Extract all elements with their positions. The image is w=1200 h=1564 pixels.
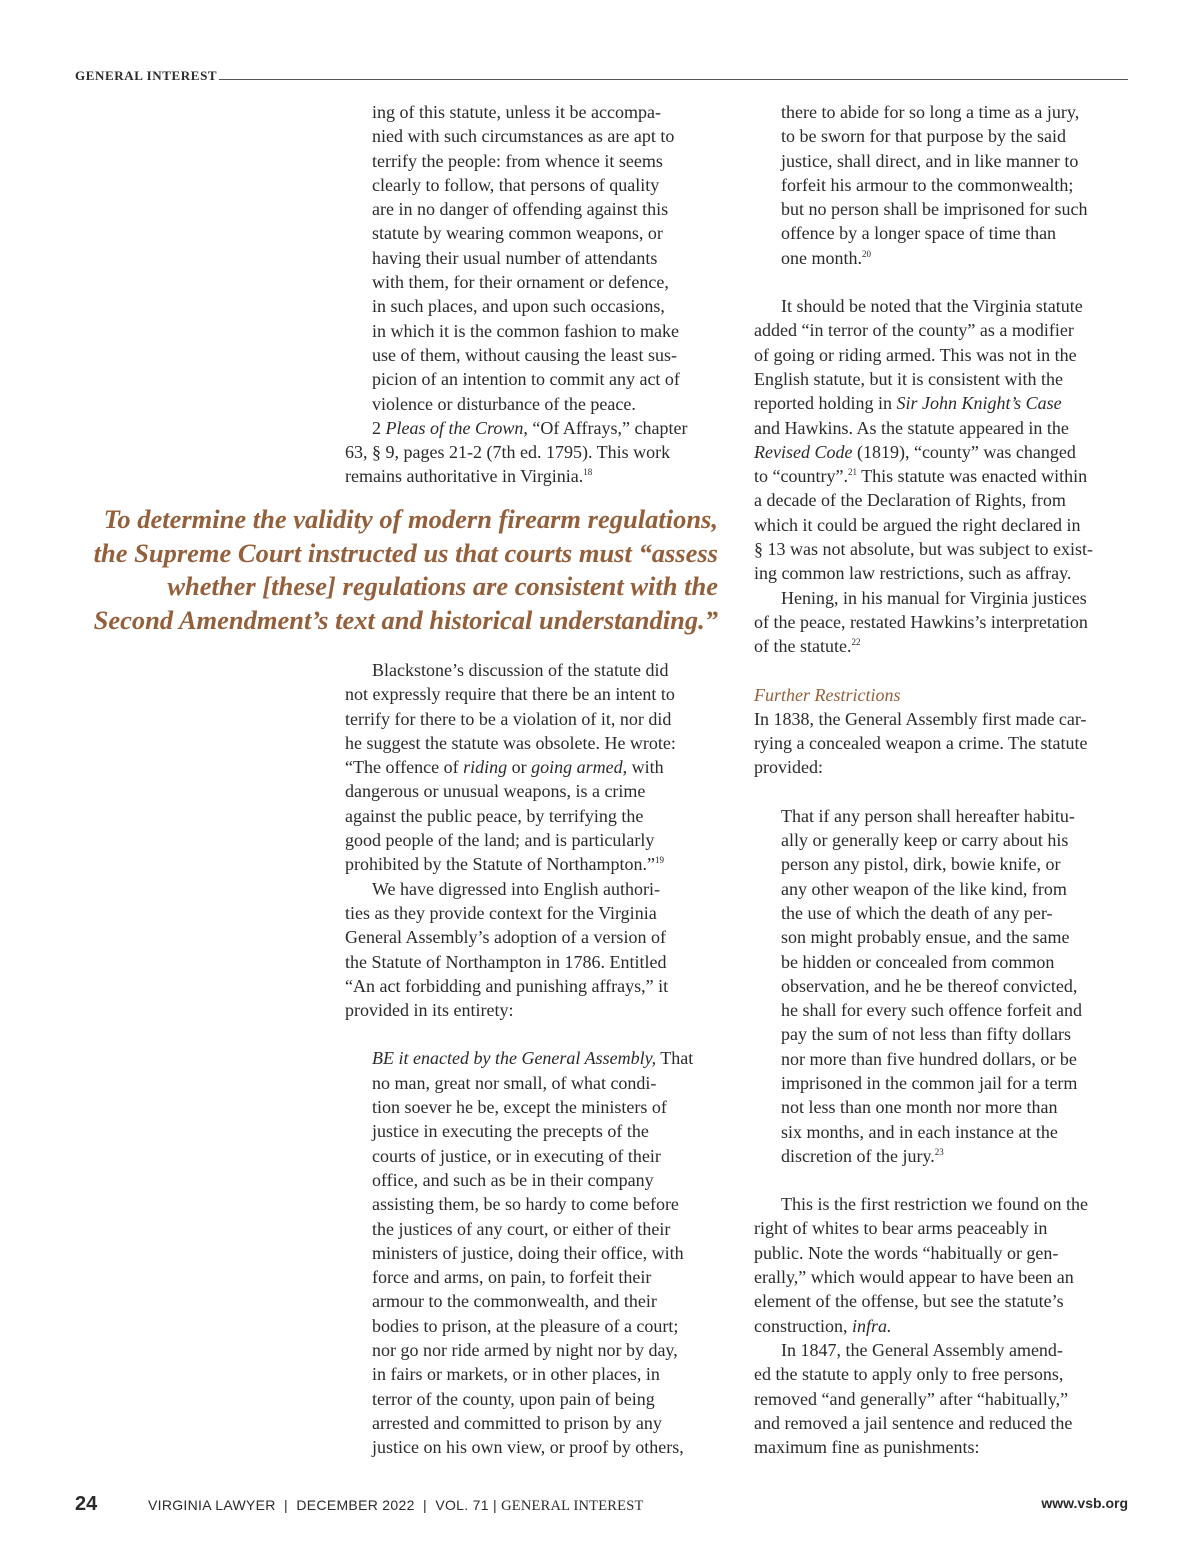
left-column-bottom: [345, 658, 720, 1460]
quote-line: any other weapon of the like kind, from: [781, 878, 1067, 899]
left-column-top: [345, 100, 720, 489]
footnote-ref: 22: [851, 637, 861, 648]
spacer: [754, 1168, 1132, 1192]
quote-line: tion soever he be, except the ministers of: [372, 1097, 667, 1118]
quote-line: no man, great nor small, of what condi-: [372, 1072, 657, 1093]
quote-line: That if any person shall hereafter habitu-: [781, 805, 1075, 826]
body-line: good people of the land; and is particularly: [345, 830, 655, 851]
spacer: [345, 1022, 720, 1046]
quote-line: the use of which the death of any per-: [781, 902, 1053, 923]
spacer: [754, 659, 1132, 683]
quote-line: statute by wearing common weapons, or: [372, 223, 663, 244]
quote-line: forfeit his armour to the commonwealth;: [781, 174, 1074, 195]
subhead-further-restrictions: Further Restrictions: [754, 684, 901, 705]
footnote-ref: 23: [934, 1146, 944, 1157]
quote-line: nied with such circumstances as are apt to: [372, 126, 675, 147]
quote-line: picion of an intention to commit any act of: [372, 369, 680, 390]
body-line: of the peace, restated Hawkins’s interpretation: [754, 611, 1088, 632]
first-restriction-paragraph: [754, 1192, 1132, 1338]
citation: [345, 416, 720, 489]
body-line: right of whites to bear arms peaceably in: [754, 1218, 1048, 1239]
citation-title: Pleas of the Crown: [385, 417, 524, 438]
citation-line: 2 Pleas of the Crown, “Of Affrays,” chapter: [372, 417, 688, 438]
section-label: GENERAL INTEREST: [75, 68, 218, 83]
page-footer: [75, 1493, 1128, 1519]
body-line: ed the statute to apply only to free persons,: [754, 1364, 1064, 1385]
quote-line: arrested and committed to prison by any: [372, 1412, 662, 1433]
quote-line: courts of justice, or in executing of their: [372, 1145, 661, 1166]
pull-quote-line: Second Amendment’s text and historical understanding.”: [93, 604, 718, 635]
body-line: English statute, but it is consistent with the: [754, 368, 1063, 389]
quote-line: but no person shall be imprisoned for such: [781, 199, 1088, 220]
spacer: [754, 270, 1132, 294]
enactment-quote: [345, 1046, 720, 1459]
quote-line: bodies to prison, at the pleasure of a court;: [372, 1315, 679, 1336]
pull-quote: [60, 503, 718, 637]
citation-line: 63, § 9, pages 21-2 (7th ed. 1795). This work: [345, 442, 671, 463]
quote-line: ally or generally keep or carry about his: [781, 830, 1069, 851]
hening-paragraph: [754, 586, 1132, 659]
pull-quote-line: To determine the validity of modern firearm regulations,: [103, 504, 718, 534]
blackstone-paragraph: [345, 658, 720, 877]
quote-line: in such places, and upon such occasions,: [372, 296, 665, 317]
body-line: dangerous or unusual weapons, is a crime: [345, 781, 646, 802]
footer-publication: VIRGINIA LAWYER | DECEMBER 2022 | VOL. 71 | GENERAL INTEREST: [148, 1497, 644, 1514]
quote-line: to be sworn for that purpose by the said: [781, 126, 1066, 147]
body-line: provided in its entirety:: [345, 1000, 514, 1021]
quote-line: observation, and he be thereof convicted,: [781, 975, 1078, 996]
quote-line: are in no danger of offending against this: [372, 199, 669, 220]
quote-line: in which it is the common fashion to make: [372, 320, 679, 341]
quote-line: assisting them, be so hardy to come before: [372, 1194, 679, 1215]
quote-line: justice, shall direct, and in like manner to: [781, 150, 1079, 171]
page-number: 24: [75, 1493, 98, 1515]
body-line: removed “and generally” after “habitually,”: [754, 1388, 1069, 1409]
body-line: a decade of the Declaration of Rights, from: [754, 490, 1066, 511]
pull-quote-line: whether [these] regulations are consistent with the: [167, 571, 718, 601]
body-line: the Statute of Northampton in 1786. Entitled: [345, 951, 667, 972]
statute-1838-quote: [754, 804, 1132, 1168]
running-header: [75, 62, 1128, 82]
body-line: he suggest the statute was obsolete. He wrote:: [345, 732, 676, 753]
quote-line: in fairs or markets, or in other places, in: [372, 1364, 660, 1385]
quote-line: terrify the people: from whence it seems: [372, 150, 663, 171]
body-line: erally,” which would appear to have been an: [754, 1267, 1074, 1288]
quote-line: six months, and in each instance at the: [781, 1121, 1058, 1142]
body-line: In 1847, the General Assembly amend-: [781, 1339, 1063, 1360]
quote-line: son might probably ensue, and the same: [781, 927, 1070, 948]
body-line: to “country”.$^{21}$ This statute was enacted within: [754, 466, 1088, 487]
quote-line: imprisoned in the common jail for a term: [781, 1072, 1078, 1093]
body-line: terrify for there to be a violation of it, nor did: [345, 708, 672, 729]
footnote-ref: 20: [862, 248, 871, 259]
footnote-ref: 19: [654, 855, 664, 866]
quote-line: having their usual number of attendants: [372, 247, 658, 268]
enactment-quote-continued: [754, 100, 1132, 270]
body-line: and removed a jail sentence and reduced the: [754, 1412, 1073, 1433]
quote-line: ministers of justice, doing their office, with: [372, 1242, 684, 1263]
body-line: § 13 was not absolute, but was subject to exist-: [754, 539, 1093, 560]
body-line: which it could be argued the right declared in: [754, 514, 1081, 535]
quote-line: he shall for every such offence forfeit and: [781, 1000, 1083, 1021]
quote-line: office, and such as be in their company: [372, 1169, 654, 1190]
body-line: It should be noted that the Virginia statute: [781, 296, 1083, 317]
body-line: added “in terror of the county” as a modifier: [754, 320, 1074, 341]
body-line: provided:: [754, 757, 823, 778]
quote-line: violence or disturbance of the peace.: [372, 393, 636, 414]
quote-line: BE it enacted by the General Assembly, That: [372, 1048, 694, 1069]
quote-line: justice on his own view, or proof by others,: [372, 1437, 684, 1458]
body-line: “The offence of riding or going armed, with: [345, 757, 664, 778]
quote-line: force and arms, on pain, to forfeit their: [372, 1267, 652, 1288]
right-column: [754, 100, 1132, 1459]
quote-line: the justices of any court, or either of their: [372, 1218, 671, 1239]
body-line: We have digressed into English authori-: [372, 878, 660, 899]
body-line: Revised Code (1819), “county” was changed: [754, 441, 1076, 462]
hawkins-quote: [345, 100, 720, 416]
in1838-paragraph: [754, 707, 1132, 780]
body-line: reported holding in Sir John Knight’s Case: [754, 393, 1062, 414]
quote-line: there to abide for so long a time as a jury,: [781, 102, 1080, 122]
quote-line: discretion of the jury.$^{23}$: [781, 1145, 944, 1166]
quote-line: person any pistol, dirk, bowie knife, or: [781, 854, 1061, 875]
body-line: Blackstone’s discussion of the statute did: [372, 660, 669, 680]
body-line: element of the offense, but see the statute’s: [754, 1291, 1064, 1312]
quote-line: not less than one month nor more than: [781, 1097, 1058, 1118]
quote-line: nor more than five hundred dollars, or be: [781, 1048, 1077, 1069]
quote-line: nor go nor ride armed by night nor by day,: [372, 1340, 678, 1361]
body-line: not expressly require that there be an intent to: [345, 684, 675, 705]
quote-line: terror of the county, upon pain of being: [372, 1388, 655, 1409]
body-line: construction, infra.: [754, 1315, 892, 1336]
pull-quote-line: the Supreme Court instructed us that courts must “assess: [93, 537, 718, 568]
body-line: In 1838, the General Assembly first made car-: [754, 708, 1087, 729]
quote-line: pay the sum of not less than fifty dollars: [781, 1024, 1071, 1045]
digressed-paragraph: [345, 877, 720, 1023]
footer-section: GENERAL INTEREST: [501, 1498, 644, 1514]
body-line: Hening, in his manual for Virginia justices: [781, 587, 1087, 608]
body-line: ties as they provide context for the Virginia: [345, 902, 657, 923]
body-line: This is the first restriction we found on the: [781, 1194, 1088, 1215]
body-line: “An act forbidding and punishing affrays,” it: [345, 975, 669, 996]
body-line: maximum fine as punishments:: [754, 1437, 980, 1458]
footnote-ref: 18: [583, 467, 593, 478]
quote-line: justice in executing the precepts of the: [372, 1121, 649, 1142]
spacer: [754, 780, 1132, 804]
quote-line: with them, for their ornament or defence,: [372, 272, 669, 293]
header-rule: [219, 79, 1128, 80]
quote-line: clearly to follow, that persons of quality: [372, 174, 660, 195]
body-line: rying a concealed weapon a crime. The statute: [754, 733, 1088, 754]
noted-paragraph: [754, 294, 1132, 586]
quote-line: use of them, without causing the least sus-: [372, 344, 677, 365]
body-line: public. Note the words “habitually or gen-: [754, 1242, 1059, 1263]
quote-line: offence by a longer space of time than: [781, 223, 1057, 244]
quote-line: armour to the commonwealth, and their: [372, 1291, 657, 1312]
footnote-ref: 21: [847, 467, 857, 478]
body-line: ing common law restrictions, such as affray.: [754, 563, 1072, 584]
body-line: against the public peace, by terrifying the: [345, 805, 644, 826]
body-line: and Hawkins. As the statute appeared in the: [754, 417, 1069, 438]
footer-url: www.vsb.org: [1041, 1495, 1128, 1511]
citation-line: remains authoritative in Virginia.$^{18}$: [345, 466, 593, 487]
quote-line: be hidden or concealed from common: [781, 951, 1055, 972]
body-line: prohibited by the Statute of Northampton.”$^{19}$: [345, 854, 664, 875]
quote-line: ing of this statute, unless it be accompa-: [372, 102, 661, 122]
body-line: of the statute.$^{22}$: [754, 636, 861, 657]
in1847-paragraph: [754, 1338, 1132, 1459]
quote-line: one month.$^{20}$: [781, 247, 871, 268]
body-line: of going or riding armed. This was not in the: [754, 344, 1077, 365]
body-line: General Assembly’s adoption of a version of: [345, 927, 666, 948]
